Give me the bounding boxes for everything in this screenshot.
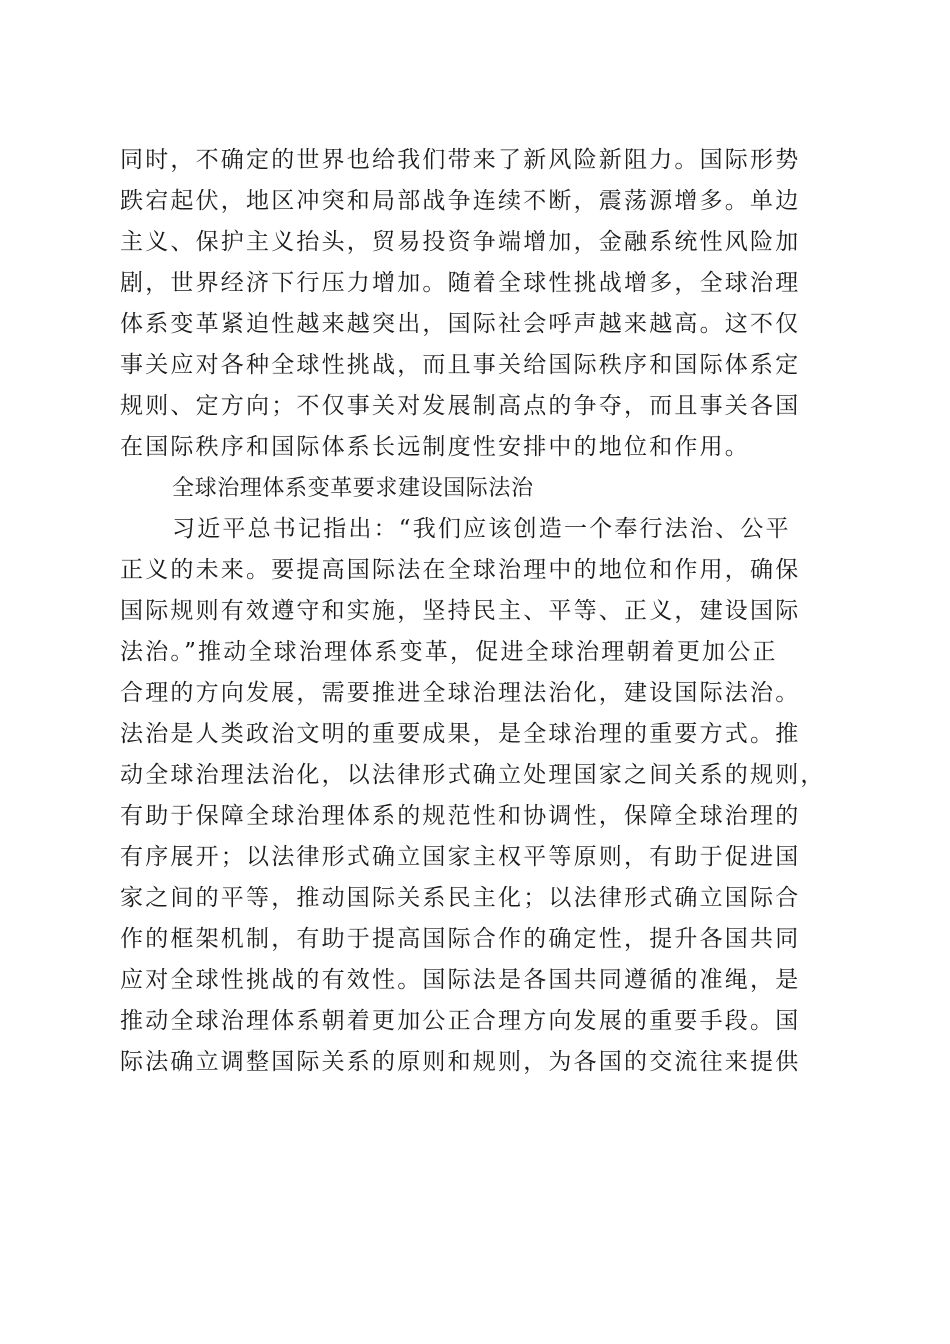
section-heading: 全球治理体系变革要求建设国际法治 (172, 476, 534, 501)
text-line: 有助于保障全球治理体系的规范性和协调性，保障全球治理的 (120, 803, 801, 829)
text-line: 合理的方向发展，需要推进全球治理法治化，建设国际法治。 (120, 680, 801, 706)
text-line: 际法确立调整国际关系的原则和规则，为各国的交流往来提供 (120, 1049, 801, 1075)
text-line: 习近平总书记指出：“我们应该创造一个奉行法治、公平 (172, 516, 791, 542)
text-line: 家之间的平等，推动国际关系民主化；以法律形式确立国际合 (120, 885, 801, 911)
body-text (120, 140, 840, 1083)
text-line: 同时，不确定的世界也给我们带来了新风险新阻力。国际形势 (120, 147, 801, 173)
text-line: 规则、定方向；不仅事关对发展制高点的争夺，而且事关各国 (120, 393, 801, 419)
text-line: 法治。”推动全球治理体系变革，促进全球治理朝着更加公正 (120, 639, 778, 665)
text-line: 事关应对各种全球性挑战，而且事关给国际秩序和国际体系定 (120, 352, 801, 378)
text-line: 国际规则有效遵守和实施，坚持民主、平等、正义，建设国际 (120, 598, 801, 624)
text-line: 正义的未来。要提高国际法在全球治理中的地位和作用，确保 (120, 557, 801, 583)
text-line: 有序展开；以法律形式确立国家主权平等原则，有助于促进国 (120, 844, 801, 870)
text-line: 剧，世界经济下行压力增加。随着全球性挑战增多，全球治理 (120, 270, 801, 296)
text-line: 动全球治理法治化，以法律形式确立处理国家之间关系的规则， (120, 762, 826, 788)
text-line: 法治是人类政治文明的重要成果，是全球治理的重要方式。推 (120, 721, 801, 747)
text-line: 应对全球性挑战的有效性。国际法是各国共同遵循的准绳，是 (120, 967, 801, 993)
text-line: 主义、保护主义抬头，贸易投资争端增加，金融系统性风险加 (120, 229, 801, 255)
text-line: 跌宕起伏，地区冲突和局部战争连续不断，震荡源增多。单边 (120, 188, 801, 214)
text-line: 推动全球治理体系朝着更加公正合理方向发展的重要手段。国 (120, 1008, 801, 1034)
text-line: 在国际秩序和国际体系长远制度性安排中的地位和作用。 (120, 434, 750, 460)
text-line: 作的框架机制，有助于提高国际合作的确定性，提升各国共同 (120, 926, 801, 952)
text-line: 体系变革紧迫性越来越突出，国际社会呼声越来越高。这不仅 (120, 311, 801, 337)
